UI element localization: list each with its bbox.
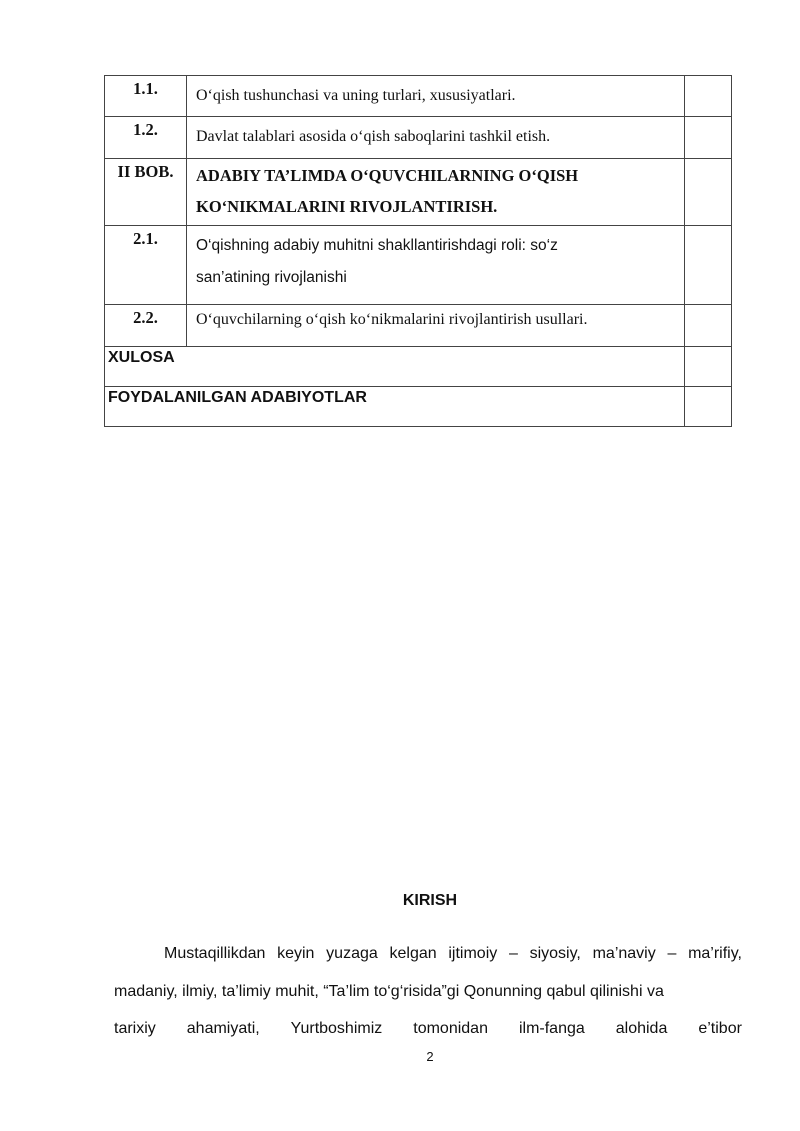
toc-row bbox=[105, 159, 732, 226]
toc-row bbox=[105, 76, 732, 117]
toc-page-cell bbox=[685, 305, 732, 347]
toc-row bbox=[105, 347, 732, 387]
toc-row bbox=[105, 305, 732, 347]
intro-paragraph bbox=[114, 935, 742, 1048]
word: alohida bbox=[615, 1020, 668, 1037]
toc-title-line: O‘qishning adabiy muhitni shakllantirishdagi roli: so‘z bbox=[196, 237, 558, 254]
paragraph-text: Mustaqillikdan keyin yuzaga kelgan ijtimoiy – siyosiy, ma’naviy – ma’rifiy, madaniy, ilmiy, ta’limiy muhit, “Ta’lim to‘g‘risida”gi Qonunning qabul qilinishi va bbox=[114, 945, 742, 1000]
toc-number: 1.2. bbox=[105, 117, 187, 159]
toc-page-cell bbox=[685, 347, 732, 387]
toc-number: 2.2. bbox=[105, 305, 187, 347]
toc-references: FOYDALANILGAN ADABIYOTLAR bbox=[105, 387, 685, 427]
word: tomonidan bbox=[413, 1020, 488, 1037]
toc-page-cell bbox=[685, 226, 732, 305]
word: tarixiy bbox=[114, 1020, 156, 1037]
toc-number: II BOB. bbox=[105, 159, 187, 226]
paragraph-last-line bbox=[114, 1010, 742, 1048]
page-number: 2 bbox=[426, 1049, 434, 1064]
toc-number: 1.1. bbox=[105, 76, 187, 117]
toc-title: O‘quvchilarning o‘qish ko‘nikmalarini rivojlantirish usullari. bbox=[187, 305, 685, 347]
word: ahamiyati, bbox=[186, 1020, 260, 1037]
toc-title: Davlat talablari asosida o‘qish saboqlarini tashkil etish. bbox=[187, 117, 685, 159]
toc-page-cell bbox=[685, 159, 732, 226]
toc-title-line: san’atining rivojlanishi bbox=[196, 269, 347, 286]
table-of-contents bbox=[104, 75, 732, 427]
toc-row bbox=[105, 387, 732, 427]
toc-page-cell bbox=[685, 387, 732, 427]
toc-title: O‘qish tushunchasi va uning turlari, xususiyatlari. bbox=[187, 76, 685, 117]
toc-title bbox=[187, 226, 685, 305]
word: Yurtboshimiz bbox=[290, 1020, 383, 1037]
word: ilm-fanga bbox=[518, 1020, 585, 1037]
toc-number: 2.1. bbox=[105, 226, 187, 305]
toc-page-cell bbox=[685, 76, 732, 117]
toc-row bbox=[105, 117, 732, 159]
toc-page-cell bbox=[685, 117, 732, 159]
toc-row bbox=[105, 226, 732, 305]
toc-conclusion: XULOSA bbox=[105, 347, 685, 387]
word: e’tibor bbox=[698, 1020, 742, 1037]
toc-chapter-title: ADABIY TA’LIMDA O‘QUVCHILARNING O‘QISH KO‘NIKMALARINI RIVOJLANTIRISH. bbox=[187, 159, 685, 226]
section-heading: KIRISH bbox=[402, 892, 458, 909]
